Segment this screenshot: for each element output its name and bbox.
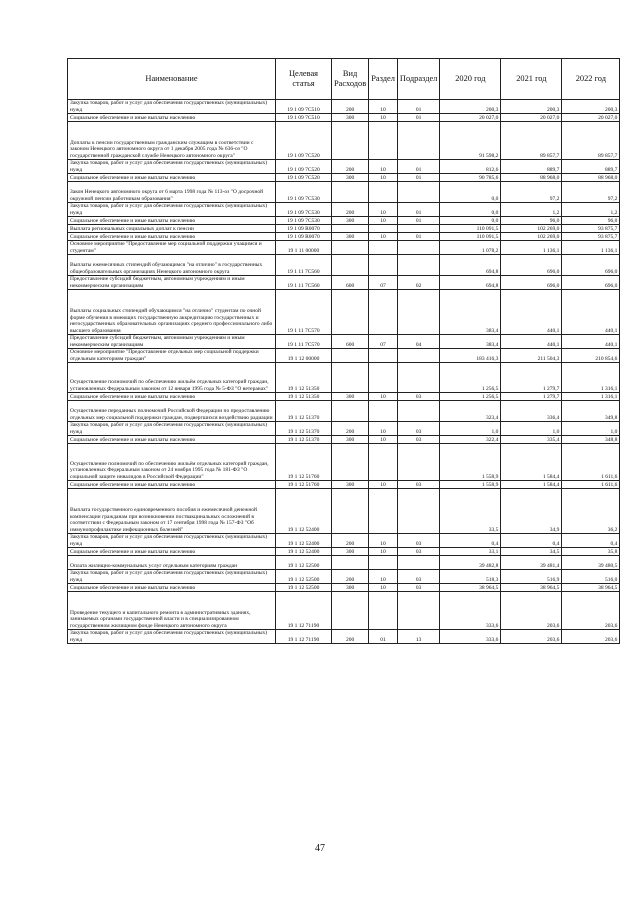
cell-y2021: 1 584,4: [501, 481, 562, 489]
cell-y2021: 440,1: [501, 335, 562, 349]
cell-y2021: 102 269,0: [501, 225, 562, 233]
cell-pr: 04: [397, 335, 439, 349]
cell-rz: 10: [369, 422, 398, 436]
cell-y2020: 322,4: [440, 436, 501, 444]
header-2021: 2021 год: [501, 59, 562, 100]
cell-code: 19 1 12 51760: [276, 444, 332, 481]
cell-name: Оплата жилищно-коммунальных услуг отдельным категориям граждан: [68, 556, 276, 570]
cell-rz: [369, 401, 398, 422]
cell-y2022: 93 875,7: [562, 233, 620, 241]
cell-y2022: 1,2: [562, 203, 620, 217]
cell-y2021: 200,3: [501, 100, 562, 114]
cell-y2021: 89 857,7: [501, 122, 562, 160]
cell-name: Закупка товаров, работ и услуг для обеспечения государственных (муниципальных) нужд: [68, 534, 276, 548]
cell-code: 19 1 12 51760: [276, 481, 332, 489]
cell-y2020: 200,3: [440, 100, 501, 114]
cell-pr: [397, 255, 439, 276]
cell-vr: [332, 255, 369, 276]
cell-vr: 300: [332, 481, 369, 489]
table-row: [68, 393, 620, 401]
cell-y2021: 211 504,3: [501, 349, 562, 363]
cell-y2022: 203,6: [562, 592, 620, 630]
cell-y2022: 96,0: [562, 217, 620, 225]
cell-name: Социальное обеспечение и иные выплаты населению: [68, 548, 276, 556]
cell-name: Основное мероприятие "Предоставление мер социальной поддержки учащимся и студентам": [68, 241, 276, 255]
cell-y2020: 0,0: [440, 217, 501, 225]
cell-name: Основное мероприятие "Предоставление отдельных мер социальной поддержки отдельным категориям граждан": [68, 349, 276, 363]
cell-y2022: 696,0: [562, 255, 620, 276]
cell-rz: [369, 241, 398, 255]
table-row: [68, 349, 620, 363]
cell-code: 19 1 11 7С560: [276, 255, 332, 276]
table-row: [68, 363, 620, 393]
cell-y2022: 200,3: [562, 100, 620, 114]
cell-y2020: 110 091,5: [440, 225, 501, 233]
cell-vr: 300: [332, 233, 369, 241]
table-row: [68, 100, 620, 114]
cell-vr: [332, 122, 369, 160]
cell-name: Выплаты ежемесячных стипендий обучающимся "на отлично" в государственных общеобразовательных организациях Ненецкого автономного округа: [68, 255, 276, 276]
cell-name: Выплаты социальных стипендий обучающимся "на отлично" студентам по очной форме обучения в имеющих государственную аккредитацию государственных и негосударственных образовательных организациях среднего профессионального либо высшего образования: [68, 290, 276, 335]
cell-code: 19 1 12 51370: [276, 422, 332, 436]
cell-y2022: 203,6: [562, 630, 620, 644]
cell-code: 19 1 09 7С520: [276, 174, 332, 182]
cell-rz: 10: [369, 481, 398, 489]
cell-y2022: 97,2: [562, 182, 620, 203]
cell-pr: 03: [397, 481, 439, 489]
cell-y2022: 93 875,7: [562, 225, 620, 233]
cell-code: 19 1 12 52500: [276, 584, 332, 592]
cell-pr: [397, 182, 439, 203]
cell-rz: 10: [369, 160, 398, 174]
table-row: [68, 570, 620, 584]
cell-code: 19 1 11 7С570: [276, 335, 332, 349]
cell-name: Закупка товаров, работ и услуг для обеспечения государственных (муниципальных) нужд: [68, 630, 276, 644]
cell-y2020: 333,6: [440, 630, 501, 644]
cell-y2022: 1 611,6: [562, 444, 620, 481]
cell-code: 19 1 09 7С520: [276, 122, 332, 160]
cell-rz: 10: [369, 203, 398, 217]
cell-y2020: 90 785,6: [440, 174, 501, 182]
cell-rz: [369, 122, 398, 160]
cell-rz: 10: [369, 114, 398, 122]
cell-vr: 300: [332, 436, 369, 444]
cell-code: 19 1 09 R0070: [276, 225, 332, 233]
cell-y2020: 91 598,2: [440, 122, 501, 160]
cell-y2020: 1 558,9: [440, 444, 501, 481]
cell-vr: 300: [332, 548, 369, 556]
cell-y2020: 38 964,5: [440, 584, 501, 592]
cell-rz: 10: [369, 174, 398, 182]
cell-name: Социальное обеспечение и иные выплаты населению: [68, 114, 276, 122]
cell-code: 19 1 12 71190: [276, 630, 332, 644]
cell-code: 19 1 09 7С530: [276, 182, 332, 203]
cell-vr: [332, 349, 369, 363]
cell-vr: [332, 401, 369, 422]
cell-y2021: 102 269,0: [501, 233, 562, 241]
cell-y2021: 203,6: [501, 630, 562, 644]
cell-y2021: 34,5: [501, 548, 562, 556]
cell-pr: [397, 363, 439, 393]
cell-vr: 200: [332, 203, 369, 217]
cell-name: Предоставление субсидий бюджетным, автономным учреждениям и иным некоммерческим организациям: [68, 335, 276, 349]
cell-pr: 01: [397, 233, 439, 241]
cell-vr: 200: [332, 570, 369, 584]
cell-y2022: 516,0: [562, 570, 620, 584]
cell-y2021: 1,2: [501, 203, 562, 217]
cell-rz: 01: [369, 630, 398, 644]
table-row: [68, 276, 620, 290]
cell-vr: 600: [332, 276, 369, 290]
table-row: [68, 174, 620, 182]
header-pr: Подраздел: [397, 59, 439, 100]
cell-pr: 03: [397, 422, 439, 436]
cell-rz: [369, 182, 398, 203]
cell-name: Социальное обеспечение и иные выплаты населению: [68, 481, 276, 489]
cell-y2020: 694,8: [440, 276, 501, 290]
cell-rz: 07: [369, 276, 398, 290]
cell-name: Закупка товаров, работ и услуг для обеспечения государственных (муниципальных) нужд: [68, 100, 276, 114]
cell-y2021: 440,1: [501, 290, 562, 335]
cell-y2021: 20 027,0: [501, 114, 562, 122]
cell-vr: 200: [332, 422, 369, 436]
cell-rz: 07: [369, 335, 398, 349]
cell-y2021: 696,0: [501, 276, 562, 290]
cell-code: 19 1 09 7С530: [276, 203, 332, 217]
cell-code: 19 1 11 00000: [276, 241, 332, 255]
cell-pr: 01: [397, 203, 439, 217]
cell-rz: [369, 489, 398, 534]
table-row: [68, 182, 620, 203]
cell-pr: 01: [397, 160, 439, 174]
cell-vr: 200: [332, 160, 369, 174]
cell-name: Закупка товаров, работ и услуг для обеспечения государственных (муниципальных) нужд: [68, 203, 276, 217]
cell-y2021: 1 279,7: [501, 363, 562, 393]
table-row: [68, 225, 620, 233]
cell-y2021: 1 279,7: [501, 393, 562, 401]
cell-code: 19 1 12 51370: [276, 401, 332, 422]
cell-vr: 300: [332, 217, 369, 225]
cell-y2020: 1 078,2: [440, 241, 501, 255]
cell-y2021: 1 136,1: [501, 241, 562, 255]
cell-code: 19 1 12 52400: [276, 548, 332, 556]
table-row: [68, 401, 620, 422]
cell-pr: 01: [397, 217, 439, 225]
table-row: [68, 335, 620, 349]
cell-y2022: 36,2: [562, 489, 620, 534]
table-row: [68, 548, 620, 556]
cell-y2021: 335,4: [501, 436, 562, 444]
cell-pr: 01: [397, 114, 439, 122]
cell-y2022: 20 027,0: [562, 114, 620, 122]
cell-name: Социальное обеспечение и иные выплаты населению: [68, 436, 276, 444]
cell-y2022: 89 857,7: [562, 122, 620, 160]
cell-y2020: 1 256,5: [440, 393, 501, 401]
cell-pr: 03: [397, 534, 439, 548]
cell-y2022: 696,0: [562, 276, 620, 290]
cell-pr: 01: [397, 100, 439, 114]
header-vr: Вид Расходов: [332, 59, 369, 100]
cell-pr: 03: [397, 584, 439, 592]
cell-y2020: 0,4: [440, 534, 501, 548]
cell-code: 19 1 09 7С510: [276, 114, 332, 122]
cell-code: 19 1 12 51370: [276, 436, 332, 444]
cell-code: 19 1 12 52500: [276, 556, 332, 570]
table-row: [68, 444, 620, 481]
cell-y2020: 0,0: [440, 203, 501, 217]
cell-y2020: 323,4: [440, 401, 501, 422]
budget-table: [67, 58, 620, 644]
cell-vr: [332, 556, 369, 570]
cell-pr: [397, 556, 439, 570]
cell-code: 19 1 12 52500: [276, 570, 332, 584]
cell-name: Закупка товаров, работ и услуг для обеспечения государственных (муниципальных) нужд: [68, 422, 276, 436]
table-row: [68, 114, 620, 122]
cell-y2021: 0,4: [501, 534, 562, 548]
cell-y2022: 35,8: [562, 548, 620, 556]
cell-pr: [397, 241, 439, 255]
cell-pr: [397, 122, 439, 160]
cell-pr: [397, 401, 439, 422]
cell-y2022: 348,8: [562, 436, 620, 444]
cell-rz: [369, 363, 398, 393]
cell-rz: 10: [369, 217, 398, 225]
cell-code: 19 1 09 7С510: [276, 100, 332, 114]
cell-name: Осуществление полномочий по обеспечению жильём отдельных категорий граждан, установленных Федеральным законом от 12 января 1995 года № 5-ФЗ "О ветеранах": [68, 363, 276, 393]
cell-rz: 10: [369, 548, 398, 556]
table-header-row: [68, 59, 620, 100]
cell-y2022: 0,4: [562, 534, 620, 548]
cell-code: 19 1 12 51350: [276, 363, 332, 393]
cell-name: Осуществление полномочий по обеспечению жильём отдельных категорий граждан, установленных Федеральным законом от 24 ноября 1995 года № 181-ФЗ "О социальной защите инвалидов в Российской Федерации": [68, 444, 276, 481]
header-2020: 2020 год: [440, 59, 501, 100]
cell-y2021: 88 968,0: [501, 174, 562, 182]
cell-name: Проведение текущего и капитального ремонта в административных зданиях, занимаемых органами государственной власти и в специализированном государственном жилищном фонде Ненецкого автономного округа: [68, 592, 276, 630]
cell-code: 19 1 12 00000: [276, 349, 332, 363]
table-row: [68, 233, 620, 241]
cell-vr: [332, 444, 369, 481]
cell-y2022: 440,1: [562, 290, 620, 335]
cell-vr: [332, 489, 369, 534]
table-row: [68, 122, 620, 160]
cell-y2022: 1 316,1: [562, 393, 620, 401]
cell-y2021: 34,9: [501, 489, 562, 534]
cell-rz: [369, 444, 398, 481]
cell-y2020: 383,4: [440, 335, 501, 349]
cell-y2022: 440,1: [562, 335, 620, 349]
cell-y2021: 39 481,4: [501, 556, 562, 570]
cell-vr: [332, 225, 369, 233]
cell-y2022: 889,7: [562, 160, 620, 174]
cell-name: Социальное обеспечение и иные выплаты населению: [68, 174, 276, 182]
cell-rz: [369, 255, 398, 276]
cell-code: 19 1 11 7С570: [276, 290, 332, 335]
cell-pr: 03: [397, 393, 439, 401]
cell-y2021: 696,0: [501, 255, 562, 276]
cell-name: Выплата государственного единовременного пособия и ежемесячной денежной компенсации гражданам при возникновении поствакцинальных осложнений в соответствии с Федеральным законом от 17 сентября 1998 года № 157-ФЗ "Об иммунопрофилактике инфекционных болезней": [68, 489, 276, 534]
cell-code: 19 1 09 7С520: [276, 160, 332, 174]
cell-y2020: 1 256,5: [440, 363, 501, 393]
cell-y2020: 33,5: [440, 489, 501, 534]
cell-y2020: 1,0: [440, 422, 501, 436]
cell-name: Доплаты к пенсии государственным гражданским служащим в соответствии с законом Ненецкого автономного округа от 1 декабря 2005 года № 636-оз "О государственной гражданской службе Ненецкого автономного округа": [68, 122, 276, 160]
cell-y2020: 812,6: [440, 160, 501, 174]
cell-code: 19 1 09 R0070: [276, 233, 332, 241]
header-name: Наименование: [68, 59, 276, 100]
cell-y2020: 20 027,0: [440, 114, 501, 122]
cell-y2020: 110 091,5: [440, 233, 501, 241]
cell-vr: [332, 290, 369, 335]
table-row: [68, 241, 620, 255]
cell-rz: 10: [369, 534, 398, 548]
table-row: [68, 556, 620, 570]
table-row: [68, 592, 620, 630]
cell-pr: 01: [397, 174, 439, 182]
cell-vr: [332, 241, 369, 255]
cell-code: 19 1 11 7С560: [276, 276, 332, 290]
cell-y2020: 333,6: [440, 592, 501, 630]
cell-code: 19 1 09 7С530: [276, 217, 332, 225]
cell-code: 19 1 12 52400: [276, 489, 332, 534]
cell-pr: [397, 592, 439, 630]
cell-y2020: 383,4: [440, 290, 501, 335]
cell-pr: 03: [397, 436, 439, 444]
cell-y2020: 518,3: [440, 570, 501, 584]
cell-y2020: 1 558,9: [440, 481, 501, 489]
header-code: Целевая статья: [276, 59, 332, 100]
cell-name: Выплата региональных социальных доплат к пенсии: [68, 225, 276, 233]
header-rz: Раздел: [369, 59, 398, 100]
table-row: [68, 203, 620, 217]
cell-y2021: 38 964,5: [501, 584, 562, 592]
cell-vr: [332, 363, 369, 393]
cell-pr: 03: [397, 548, 439, 556]
cell-pr: [397, 290, 439, 335]
cell-pr: [397, 225, 439, 233]
table-row: [68, 630, 620, 644]
cell-name: Предоставление субсидий бюджетным, автономным учреждениям и иным некоммерческим организациям: [68, 276, 276, 290]
cell-vr: 300: [332, 393, 369, 401]
cell-y2022: 1 136,1: [562, 241, 620, 255]
cell-pr: [397, 444, 439, 481]
cell-y2022: 39 480,5: [562, 556, 620, 570]
cell-y2020: 694,8: [440, 255, 501, 276]
cell-vr: [332, 592, 369, 630]
cell-y2021: 889,7: [501, 160, 562, 174]
cell-name: Осуществление переданных полномочий Российской Федерации по предоставлению отдельных мер социальной поддержки граждан, подвергшихся воздействию радиации: [68, 401, 276, 422]
cell-name: Закон Ненецкого автономного округа от 6 марта 1998 года № 113-оз "О досрочной окружной пенсии работникам образования": [68, 182, 276, 203]
cell-y2021: 1 584,4: [501, 444, 562, 481]
table-body: [68, 100, 620, 644]
cell-rz: 10: [369, 393, 398, 401]
table-row: [68, 290, 620, 335]
cell-name: Социальное обеспечение и иные выплаты населению: [68, 393, 276, 401]
cell-code: 19 1 12 71190: [276, 592, 332, 630]
cell-y2021: 336,4: [501, 401, 562, 422]
cell-pr: 13: [397, 630, 439, 644]
table-row: [68, 160, 620, 174]
cell-vr: 300: [332, 174, 369, 182]
cell-name: Закупка товаров, работ и услуг для обеспечения государственных (муниципальных) нужд: [68, 160, 276, 174]
cell-name: Социальное обеспечение и иные выплаты населению: [68, 217, 276, 225]
cell-rz: 10: [369, 100, 398, 114]
table-row: [68, 584, 620, 592]
cell-vr: 300: [332, 114, 369, 122]
cell-y2022: 38 964,5: [562, 584, 620, 592]
table-row: [68, 481, 620, 489]
table-row: [68, 422, 620, 436]
table-row: [68, 255, 620, 276]
cell-y2022: 88 968,0: [562, 174, 620, 182]
cell-y2020: 39 482,8: [440, 556, 501, 570]
page-number: 47: [315, 843, 325, 854]
cell-vr: 200: [332, 100, 369, 114]
cell-rz: [369, 349, 398, 363]
cell-pr: [397, 489, 439, 534]
cell-y2021: 96,0: [501, 217, 562, 225]
cell-y2022: 1,0: [562, 422, 620, 436]
cell-vr: 200: [332, 630, 369, 644]
cell-name: Закупка товаров, работ и услуг для обеспечения государственных (муниципальных) нужд: [68, 570, 276, 584]
cell-pr: [397, 349, 439, 363]
cell-y2021: 203,6: [501, 592, 562, 630]
cell-pr: 02: [397, 276, 439, 290]
cell-y2021: 516,9: [501, 570, 562, 584]
cell-y2022: 349,8: [562, 401, 620, 422]
header-2022: 2022 год: [562, 59, 620, 100]
cell-vr: 300: [332, 584, 369, 592]
cell-vr: [332, 182, 369, 203]
cell-y2020: 0,0: [440, 182, 501, 203]
cell-code: 19 1 12 51350: [276, 393, 332, 401]
cell-rz: 10: [369, 233, 398, 241]
cell-rz: [369, 556, 398, 570]
cell-pr: 03: [397, 570, 439, 584]
cell-y2020: 183 416,3: [440, 349, 501, 363]
table-row: [68, 534, 620, 548]
table-row: [68, 217, 620, 225]
cell-y2020: 33,1: [440, 548, 501, 556]
cell-name: Социальное обеспечение и иные выплаты населению: [68, 584, 276, 592]
cell-rz: 10: [369, 584, 398, 592]
cell-rz: 10: [369, 436, 398, 444]
cell-y2022: 1 316,1: [562, 363, 620, 393]
cell-vr: 600: [332, 335, 369, 349]
cell-rz: [369, 592, 398, 630]
cell-y2021: 97,2: [501, 182, 562, 203]
cell-rz: [369, 225, 398, 233]
cell-name: Социальное обеспечение и иные выплаты населению: [68, 233, 276, 241]
cell-y2021: 1,0: [501, 422, 562, 436]
cell-rz: [369, 290, 398, 335]
cell-y2022: 210 854,6: [562, 349, 620, 363]
table-row: [68, 436, 620, 444]
cell-rz: 10: [369, 570, 398, 584]
table-row: [68, 489, 620, 534]
cell-y2022: 1 611,6: [562, 481, 620, 489]
cell-vr: 200: [332, 534, 369, 548]
cell-code: 19 1 12 52400: [276, 534, 332, 548]
